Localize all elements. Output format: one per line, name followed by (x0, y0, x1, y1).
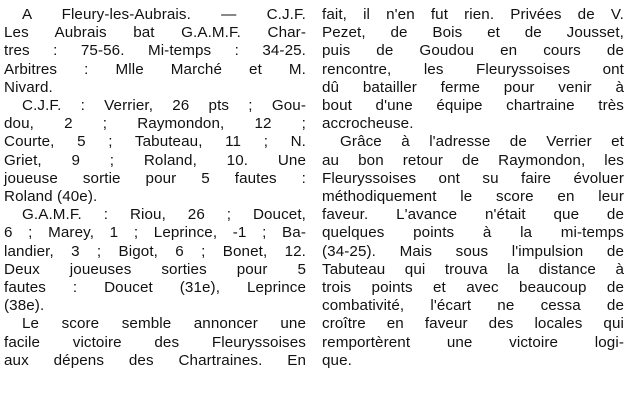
text-line: bout d'une équipe chartraine très (322, 97, 624, 115)
text-line: au bon retour de Raymondon, les (322, 151, 624, 169)
text-line: tres : 75-56. Mi-temps : 34-25. (4, 42, 306, 60)
right-column (322, 6, 624, 370)
text-line: combativité, l'écart ne cessa de (322, 297, 624, 315)
text-line: Tabuteau qui trouva la distance à (322, 260, 624, 278)
text-line: C.J.F. : Verrier, 26 pts ; Gou- (22, 97, 306, 115)
text-line: aux dépens des Chartraines. En (4, 351, 306, 369)
text-line: quelques points à la mi-temps (322, 224, 624, 242)
text-line: G.A.M.F. : Riou, 26 ; Doucet, (22, 206, 306, 224)
text-line: croître en faveur des locales qui (322, 315, 624, 333)
text-line: (38e). (4, 297, 45, 315)
text-line: méthodiquement le score en leur (322, 188, 624, 206)
text-line: Les Aubrais bat G.A.M.F. Char- (4, 24, 306, 42)
text-line: Grâce à l'adresse de Verrier et (340, 133, 624, 151)
text-line: remportèrent une victoire logi- (322, 333, 624, 351)
text-line: joueuse sortie pour 5 fautes : (4, 169, 306, 187)
text-line: Griet, 9 ; Roland, 10. Une (4, 151, 306, 169)
text-line: rencontre, les Fleuryssoises ont (322, 60, 624, 78)
text-line: puis de Goudou en cours de (322, 42, 624, 60)
text-line: dou, 2 ; Raymondon, 12 ; (4, 115, 306, 133)
text-line: que. (322, 351, 352, 369)
text-line: landier, 3 ; Bigot, 6 ; Bonet, 12. (4, 242, 306, 260)
text-line: Courte, 5 ; Tabuteau, 11 ; N. (4, 133, 306, 151)
text-line: fautes : Doucet (31e), Leprince (4, 279, 306, 297)
text-line: accrocheuse. (322, 115, 414, 133)
text-line: 6 ; Marey, 1 ; Leprince, -1 ; Ba- (4, 224, 306, 242)
text-line: Deux joueuses sorties pour 5 (4, 260, 306, 278)
left-column (4, 6, 306, 370)
text-line: Roland (40e). (4, 188, 98, 206)
text-line: Nivard. (4, 78, 53, 96)
text-line: dû batailler ferme pour venir à (322, 78, 624, 96)
text-line: Arbitres : Mlle Marché et M. (4, 60, 306, 78)
text-line: A Fleury-les-Aubrais. — C.J.F. (22, 6, 306, 23)
text-line: trois points et avec beaucoup de (322, 279, 624, 297)
text-line: Fleuryssoises ont su faire évoluer (322, 169, 624, 187)
text-line: facile victoire des Fleuryssoises (4, 333, 306, 351)
text-line: Le score semble annoncer une (22, 315, 306, 333)
text-line: faveur. L'avance n'était que de (322, 206, 624, 224)
text-line: (34-25). Mais sous l'impulsion de (322, 242, 624, 260)
text-line: Pezet, de Bois et de Jousset, (322, 24, 624, 42)
text-line: fait, il n'en fut rien. Privées de V. (322, 6, 624, 23)
